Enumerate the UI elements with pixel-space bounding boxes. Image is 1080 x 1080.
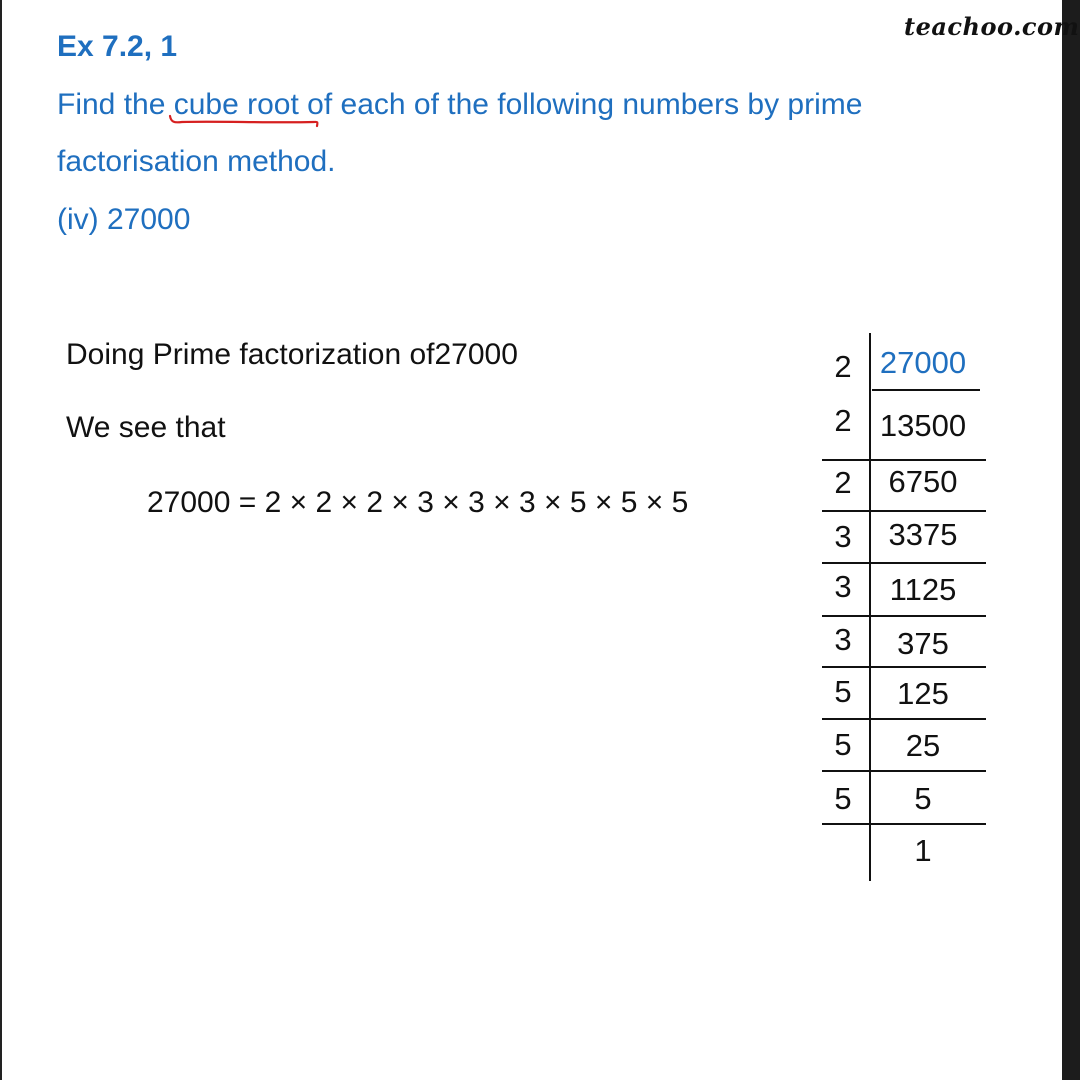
table-divisor: 3 bbox=[834, 622, 852, 657]
table-divisor: 5 bbox=[834, 674, 852, 709]
table-row-divider bbox=[822, 562, 986, 564]
table-quotient: 3375 bbox=[888, 517, 958, 552]
table-row-divider bbox=[822, 615, 986, 617]
table-divisor: 2 bbox=[834, 349, 852, 384]
table-divisor: 3 bbox=[834, 519, 852, 554]
solution-line-2: We see that bbox=[66, 411, 226, 444]
teachoo-logo: teachoo.com bbox=[904, 12, 1080, 41]
table-row-divider bbox=[822, 666, 986, 668]
solution-line-1: Doing Prime factorization of27000 bbox=[66, 338, 518, 371]
question-part: (iv) 27000 bbox=[57, 203, 191, 236]
table-quotient: 375 bbox=[897, 626, 949, 661]
table-quotient: 5 bbox=[914, 781, 932, 816]
table-quotient: 125 bbox=[897, 676, 949, 711]
table-quotient: 1 bbox=[914, 833, 932, 868]
table-divisor: 3 bbox=[834, 569, 852, 604]
table-quotient: 1125 bbox=[889, 572, 957, 607]
table-quotient: 13500 bbox=[879, 408, 967, 443]
table-row-divider bbox=[822, 770, 986, 772]
table-quotient: 25 bbox=[905, 728, 941, 763]
table-divisor: 2 bbox=[834, 465, 852, 500]
table-divisor: 2 bbox=[834, 403, 852, 438]
question-line-1: Find the cube root of each of the following numbers by prime bbox=[57, 88, 863, 121]
table-row-divider bbox=[822, 823, 986, 825]
table-divisor: 5 bbox=[834, 727, 852, 762]
table-row-divider bbox=[872, 389, 980, 391]
table-vertical-divider bbox=[869, 333, 871, 881]
table-row-divider bbox=[822, 459, 986, 461]
table-row-divider bbox=[822, 718, 986, 720]
table-quotient: 6750 bbox=[888, 464, 958, 499]
table-quotient: 27000 bbox=[879, 345, 967, 380]
table-row-divider bbox=[822, 510, 986, 512]
table-divisor: 5 bbox=[834, 781, 852, 816]
exercise-title: Ex 7.2, 1 bbox=[57, 30, 178, 63]
factorization-equation: 27000 = 2 × 2 × 2 × 3 × 3 × 3 × 5 × 5 × 5 bbox=[147, 486, 689, 519]
question-line-2: factorisation method. bbox=[57, 145, 336, 178]
